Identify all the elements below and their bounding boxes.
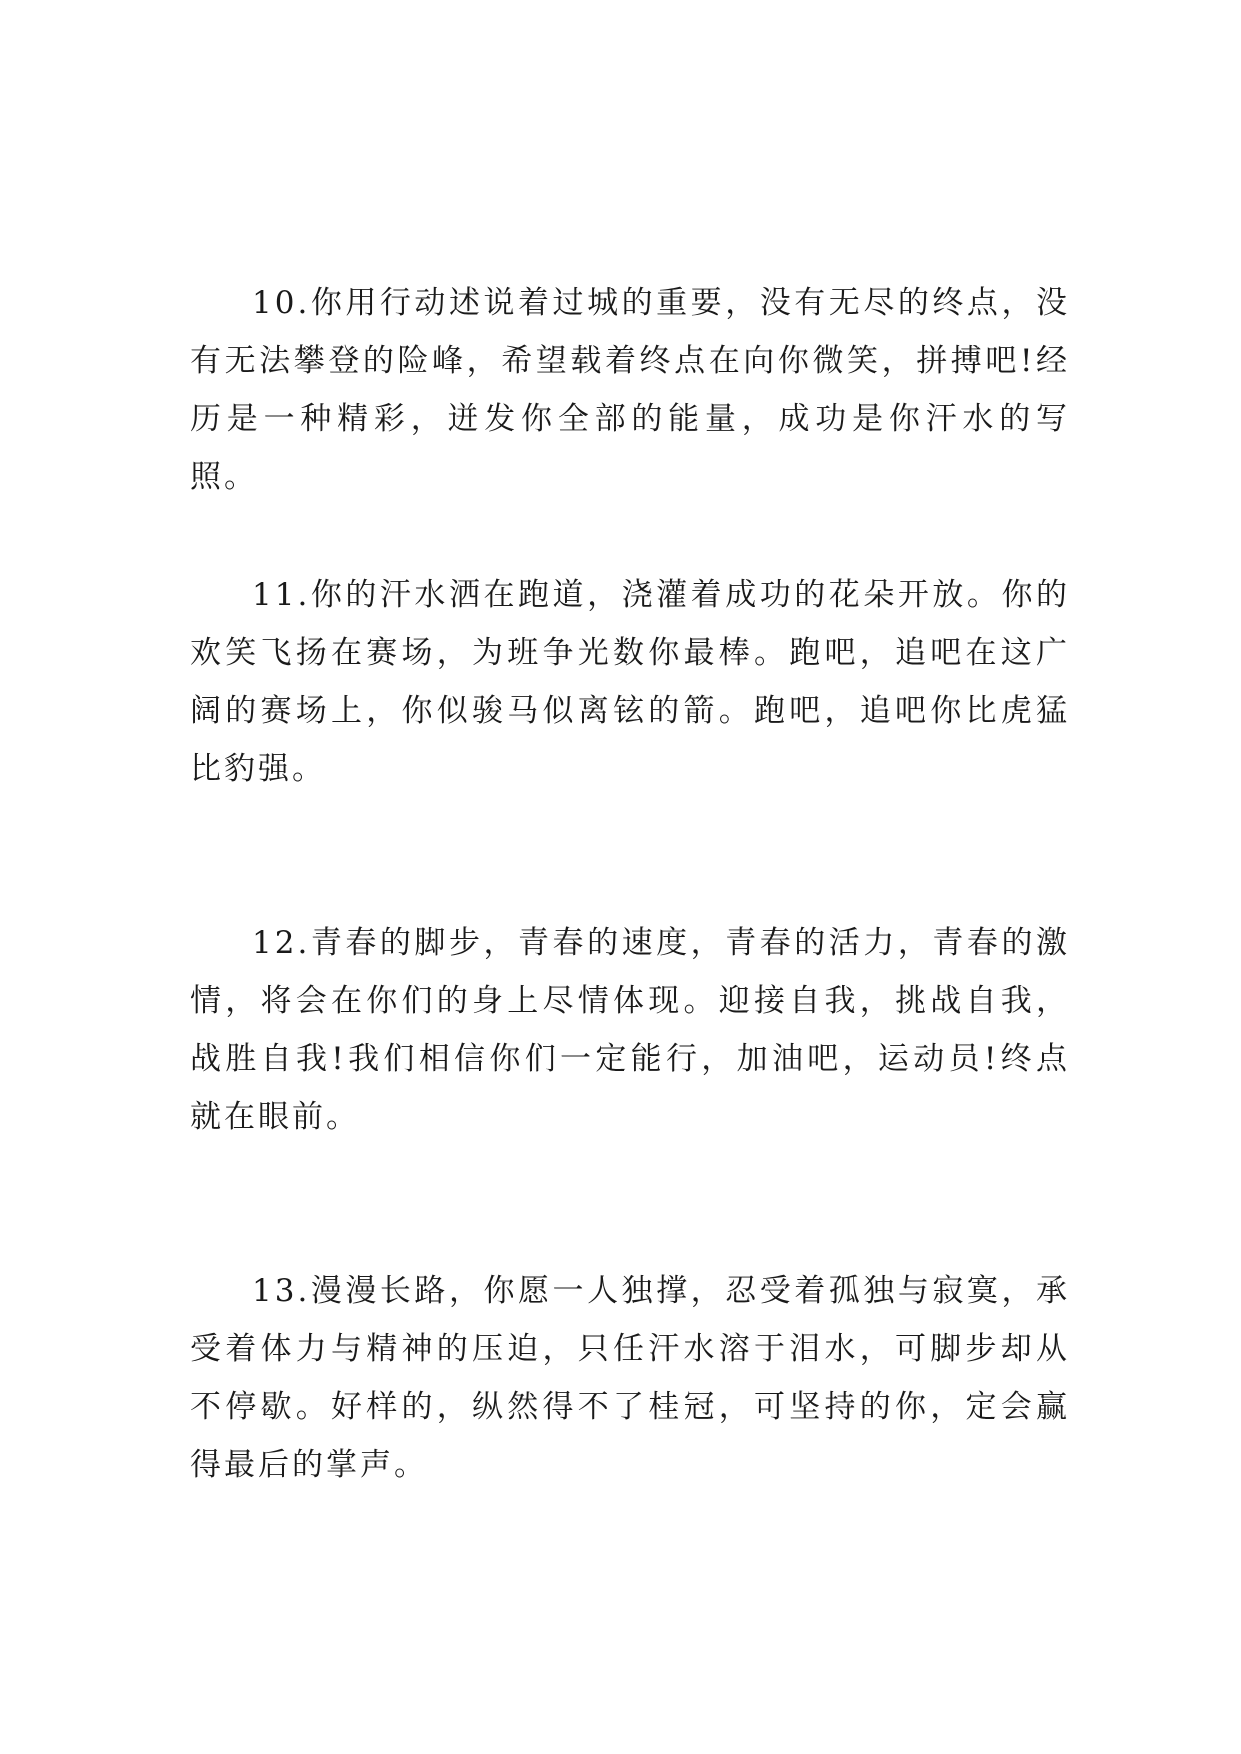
paragraph-10: 10.你用行动述说着过城的重要，没有无尽的终点，没有无法攀登的险峰，希望载着终点在向你微笑，拼搏吧!经历是一种精彩，迸发你全部的能量，成功是你汗水的写照。 [190, 285, 1070, 495]
paragraph-11: 11.你的汗水洒在跑道，浇灌着成功的花朵开放。你的欢笑飞扬在赛场，为班争光数你最棒。跑吧，追吧在这广阔的赛场上，你似骏马似离铉的箭。跑吧，追吧你比虎猛比豹强。 [190, 577, 1070, 787]
paragraph-13: 13.漫漫长路，你愿一人独撑，忍受着孤独与寂寞，承受着体力与精神的压迫，只任汗水溶于泪水，可脚步却从不停歇。好样的，纵然得不了桂冠，可坚持的你，定会赢得最后的掌声。 [190, 1273, 1070, 1483]
paragraph-12: 12.青春的脚步，青春的速度，青春的活力，青春的激情，将会在你们的身上尽情体现。迎接自我，挑战自我，战胜自我!我们相信你们一定能行，加油吧，运动员!终点就在眼前。 [190, 925, 1070, 1135]
